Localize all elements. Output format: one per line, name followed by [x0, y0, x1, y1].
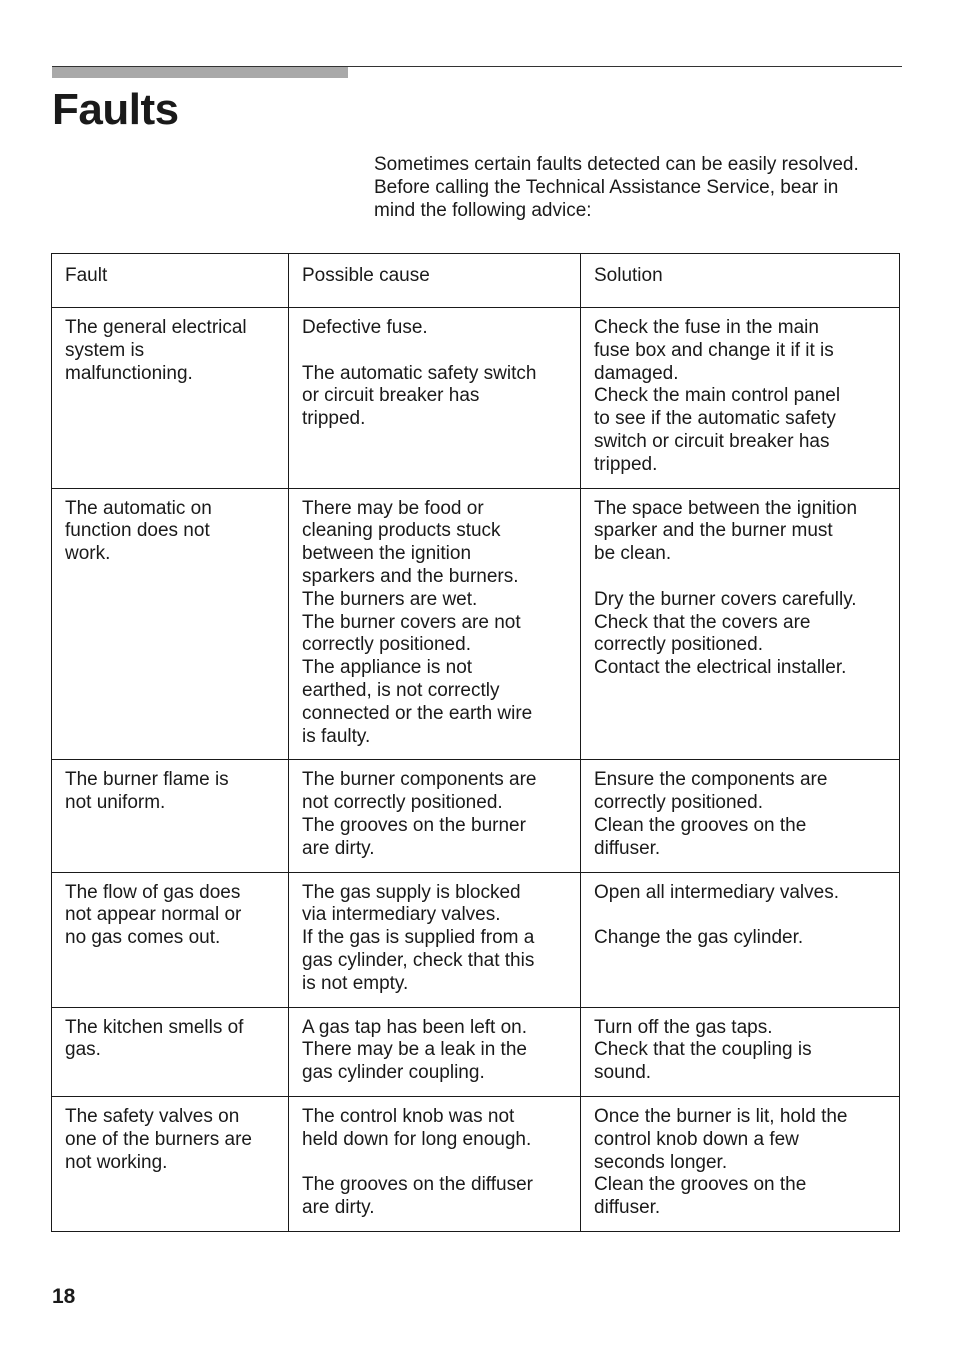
cell-line: between the ignition — [302, 543, 472, 565]
cell-line: not working. — [65, 1151, 168, 1173]
solution-cell — [581, 760, 900, 872]
cell-line: is not empty. — [302, 972, 409, 994]
page-title: Faults — [52, 85, 179, 134]
cell-line: The burner flame is — [65, 769, 229, 791]
cell-line: system is — [65, 339, 145, 361]
cell-line: to see if the automatic safety — [594, 408, 836, 430]
paragraph-gap — [594, 904, 891, 927]
cell-line: The flow of gas does — [65, 881, 241, 903]
cell-line: switch or circuit breaker has — [594, 430, 830, 452]
solution-cell — [581, 308, 900, 489]
cell-line: Once the burner is lit, hold the — [594, 1105, 848, 1127]
cell-line: A gas tap has been left on. — [302, 1016, 528, 1038]
cell-line: tripped. — [302, 408, 366, 430]
cell-line: not appear normal or — [65, 904, 242, 926]
table-header-row — [52, 254, 900, 308]
cell-line: sound. — [594, 1062, 652, 1084]
cell-line: Check that the coupling is — [594, 1039, 812, 1061]
cell-line: Change the gas cylinder. — [594, 927, 804, 949]
cell-line: The control knob was not — [302, 1105, 515, 1127]
cell-line: The appliance is not — [302, 657, 473, 679]
cell-line: Dry the burner covers carefully. — [594, 588, 857, 610]
intro-paragraph — [374, 154, 904, 222]
cell-line: control knob down a few — [594, 1128, 799, 1150]
header-solution: Solution — [581, 254, 900, 308]
cell-line: are dirty. — [302, 837, 375, 859]
cell-line: diffuser. — [594, 1197, 661, 1219]
header-fault: Fault — [52, 254, 289, 308]
cell-line: cleaning products stuck — [302, 520, 501, 542]
cell-line: Open all intermediary valves. — [594, 881, 839, 903]
cell-line: malfunctioning. — [65, 362, 193, 384]
cell-line: one of the burners are — [65, 1128, 252, 1150]
cell-line: via intermediary valves. — [302, 904, 501, 926]
cell-line: The grooves on the diffuser — [302, 1174, 533, 1196]
fault-cell — [52, 1007, 289, 1096]
cell-line: gas cylinder coupling. — [302, 1062, 485, 1084]
cell-line: tripped. — [594, 453, 658, 475]
table-row — [52, 872, 900, 1007]
cell-line: The burner components are — [302, 769, 537, 791]
paragraph-gap — [302, 340, 572, 363]
possible-cause-cell — [289, 1007, 581, 1096]
cell-line: If the gas is supplied from a — [302, 927, 535, 949]
table-row — [52, 1007, 900, 1096]
intro-line: Before calling the Technical Assistance Service, bear in — [374, 176, 839, 198]
cell-line: not uniform. — [65, 792, 166, 814]
cell-line: The space between the ignition — [594, 497, 858, 519]
cell-line: gas cylinder, check that this — [302, 949, 535, 971]
cell-line: connected or the earth wire — [302, 702, 533, 724]
cell-line: are dirty. — [302, 1197, 375, 1219]
fault-cell — [52, 1096, 289, 1231]
cell-line: Clean the grooves on the — [594, 1174, 807, 1196]
header-accent-bar — [52, 67, 348, 78]
cell-line: sparker and the burner must — [594, 520, 833, 542]
intro-line: Sometimes certain faults detected can be easily resolved. — [374, 154, 859, 175]
page-number: 18 — [52, 1285, 76, 1308]
cell-line: be clean. — [594, 543, 672, 565]
cell-line: Check the fuse in the main — [594, 317, 819, 338]
fault-cell — [52, 872, 289, 1007]
cell-line: or circuit breaker has — [302, 385, 480, 407]
fault-cell — [52, 488, 289, 760]
cell-line: is faulty. — [302, 725, 371, 747]
cell-line: seconds longer. — [594, 1151, 728, 1173]
cell-line: work. — [65, 543, 111, 565]
cell-line: earthed, is not correctly — [302, 679, 500, 701]
solution-cell — [581, 872, 900, 1007]
cell-line: diffuser. — [594, 837, 661, 859]
cell-line: correctly positioned. — [302, 634, 471, 656]
fault-cell — [52, 308, 289, 489]
cell-line: Ensure the components are — [594, 769, 828, 791]
table-row — [52, 1096, 900, 1231]
cell-line: function does not — [65, 520, 210, 542]
cell-line: Contact the electrical installer. — [594, 657, 847, 679]
possible-cause-cell — [289, 488, 581, 760]
table-row — [52, 488, 900, 760]
cell-line: sparkers and the burners. — [302, 565, 519, 587]
cell-line: The general electrical — [65, 317, 247, 338]
table-row — [52, 308, 900, 489]
cell-line: Check that the covers are — [594, 611, 811, 633]
cell-line: There may be a leak in the — [302, 1039, 527, 1061]
cell-line: damaged. — [594, 362, 679, 384]
faults-table — [51, 253, 900, 1232]
cell-line: Turn off the gas taps. — [594, 1016, 773, 1038]
possible-cause-cell — [289, 872, 581, 1007]
paragraph-gap — [594, 566, 891, 589]
table-row — [52, 760, 900, 872]
cell-line: The gas supply is blocked — [302, 881, 521, 903]
cell-line: Check the main control panel — [594, 385, 841, 407]
solution-cell — [581, 1096, 900, 1231]
cell-line: The grooves on the burner — [302, 814, 526, 836]
solution-cell — [581, 1007, 900, 1096]
cell-line: not correctly positioned. — [302, 792, 503, 814]
cell-line: no gas comes out. — [65, 927, 221, 949]
possible-cause-cell — [289, 308, 581, 489]
cell-line: The burners are wet. — [302, 588, 478, 610]
cell-line: The automatic on — [65, 497, 212, 519]
fault-cell — [52, 760, 289, 872]
cell-line: There may be food or — [302, 497, 484, 519]
cell-line: The safety valves on — [65, 1105, 240, 1127]
cell-line: held down for long enough. — [302, 1128, 532, 1150]
cell-line: The burner covers are not — [302, 611, 521, 633]
cell-line: The automatic safety switch — [302, 362, 537, 384]
cell-line: correctly positioned. — [594, 634, 763, 656]
solution-cell — [581, 488, 900, 760]
possible-cause-cell — [289, 1096, 581, 1231]
cell-line: fuse box and change it if it is — [594, 339, 834, 361]
paragraph-gap — [302, 1152, 572, 1175]
intro-line: mind the following advice: — [374, 199, 592, 221]
cell-line: The kitchen smells of — [65, 1016, 244, 1038]
cell-line: gas. — [65, 1039, 101, 1061]
possible-cause-cell — [289, 760, 581, 872]
cell-line: correctly positioned. — [594, 792, 763, 814]
cell-line: Clean the grooves on the — [594, 814, 807, 836]
header-possible-cause: Possible cause — [289, 254, 581, 308]
cell-line: Defective fuse. — [302, 317, 428, 338]
